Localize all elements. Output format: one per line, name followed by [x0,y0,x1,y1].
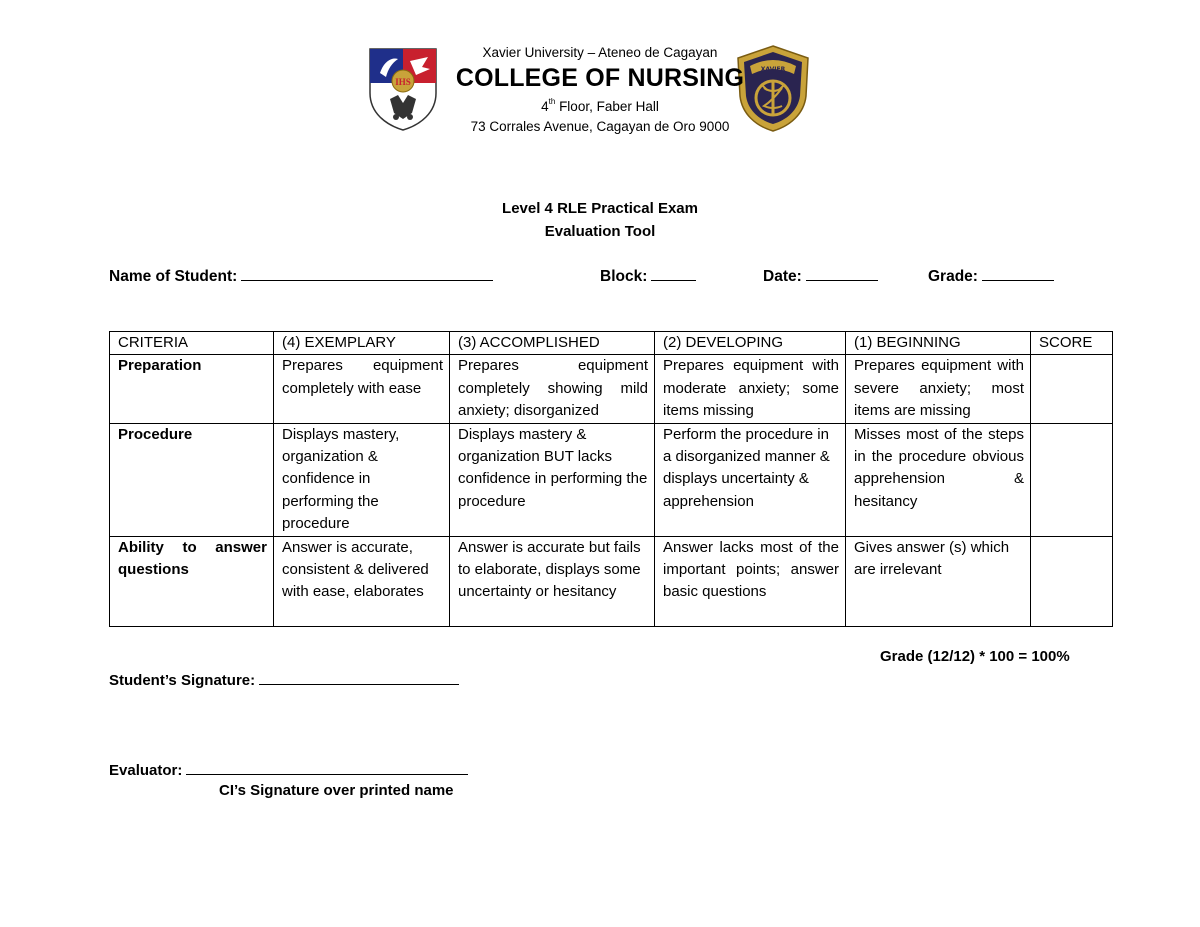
floor-number: 4 [541,99,549,114]
criteria-cell: Ability to answer questions [110,536,274,626]
student-name-field[interactable] [109,266,493,286]
header-accomplished: (3) ACCOMPLISHED [450,332,655,355]
table-row [110,355,1113,423]
developing-cell: Perform the procedure in a disorganized manner & displays uncertainty & apprehension [655,423,846,536]
grade-formula: Grade (12/12) * 100 = 100% [880,648,1070,665]
svg-text:XAVIER: XAVIER [760,66,786,73]
accomplished-cell: Answer is accurate but fails to elaborate, displays some uncertainty or hesitancy [450,536,655,626]
evaluator-field[interactable] [109,760,468,779]
exam-title: Level 4 RLE Practical Exam [502,200,698,217]
exemplary-cell: Prepares equipment completely with ease [274,355,450,423]
criteria-cell: Preparation [110,355,274,423]
exemplary-cell: Answer is accurate, consistent & delivered with ease, elaborates [274,536,450,626]
beginning-cell: Prepares equipment with severe anxiety; most items are missing [846,355,1031,423]
student-name-blank[interactable] [241,266,493,281]
header-beginning: (1) BEGINNING [846,332,1031,355]
table-header-row [110,332,1113,355]
college-name: COLLEGE OF NURSING [455,64,745,92]
score-cell[interactable] [1031,536,1113,626]
street-address: 73 Corrales Avenue, Cagayan de Oro 9000 [470,119,730,134]
svg-text:IHS: IHS [395,77,411,87]
student-signature-label: Student’s Signature: [109,672,256,689]
exemplary-cell: Displays mastery, organization & confidence in performing the procedure [274,423,450,536]
developing-cell: Answer lacks most of the important points; answer basic questions [655,536,846,626]
header-score: SCORE [1031,332,1113,355]
evaluator-blank[interactable] [186,760,468,775]
block-blank[interactable] [651,266,696,281]
header-developing: (2) DEVELOPING [655,332,846,355]
score-cell[interactable] [1031,423,1113,536]
accomplished-cell: Displays mastery & organization BUT lacks confidence in performing the procedure [450,423,655,536]
accomplished-cell: Prepares equipment completely showing mild anxiety; disorganized [450,355,655,423]
table-row [110,423,1113,536]
header-exemplary: (4) EXEMPLARY [274,332,450,355]
exam-subtitle: Evaluation Tool [544,223,656,240]
evaluator-label: Evaluator: [109,762,183,779]
student-name-label: Name of Student: [109,268,238,285]
date-label: Date: [763,268,802,285]
grade-label: Grade: [928,268,978,285]
ci-signature-caption: CI’s Signature over printed name [219,782,454,799]
beginning-cell: Misses most of the steps in the procedure obvious apprehension & hesitancy [846,423,1031,536]
rubric-table [109,331,1113,627]
header-criteria: CRITERIA [110,332,274,355]
criteria-cell: Procedure [110,423,274,536]
beginning-cell: Gives answer (s) which are irrelevant [846,536,1031,626]
developing-cell: Prepares equipment with moderate anxiety; some items missing [655,355,846,423]
block-label: Block: [600,268,648,285]
grade-field[interactable] [928,266,1054,286]
student-signature-field[interactable] [109,670,459,689]
grade-blank[interactable] [982,266,1054,281]
date-field[interactable] [763,266,878,286]
student-signature-blank[interactable] [259,670,459,685]
university-name: Xavier University – Ateneo de Cagayan [482,45,718,60]
score-cell[interactable] [1031,355,1113,423]
date-blank[interactable] [806,266,878,281]
floor-rest: Floor, Faber Hall [555,99,659,114]
floor-address [420,99,780,114]
floor-suffix: th [548,97,556,106]
block-field[interactable] [600,266,696,286]
table-row [110,536,1113,626]
